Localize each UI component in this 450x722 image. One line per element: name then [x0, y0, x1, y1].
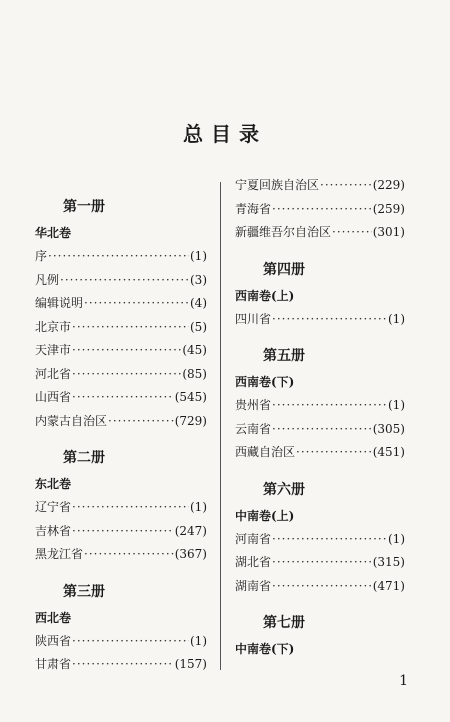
volume-heading: 第一册: [63, 199, 105, 215]
toc-entry-name: 宁夏回族自治区: [235, 178, 320, 192]
toc-list: [235, 308, 405, 332]
toc-entry-page: (259): [372, 201, 405, 216]
toc-entry: [35, 496, 207, 520]
toc-list: [35, 630, 207, 677]
volume-heading: 第七册: [263, 615, 305, 631]
toc-entry-page: (157): [174, 657, 207, 671]
toc-entry: [35, 653, 207, 677]
toc-entry-name: 云南省: [235, 421, 272, 436]
toc-list: [35, 496, 207, 567]
toc-entry-page: (305): [372, 421, 405, 436]
volume-heading: 第六册: [263, 481, 305, 498]
dot-leader: [84, 292, 189, 316]
toc-left-column: [35, 182, 207, 677]
dot-leader: [72, 653, 174, 677]
toc-entry-name: 陕西省: [35, 633, 72, 648]
dot-leader: [272, 198, 372, 222]
toc-entry: [35, 269, 207, 293]
toc-entry-name: 青海省: [235, 201, 272, 216]
toc-entry-name: 序: [35, 249, 48, 263]
dot-leader: [72, 339, 181, 363]
toc-entry: [35, 386, 207, 410]
toc-entry-name: 黑龙江省: [35, 547, 84, 561]
column-divider: [220, 182, 221, 670]
toc-entry: [35, 520, 207, 544]
toc-entry-name: 山西省: [35, 390, 72, 404]
dot-leader: [272, 394, 387, 418]
dot-leader: [332, 221, 372, 245]
toc-entry-name: 河南省: [235, 531, 272, 546]
toc-entry-page: (5): [190, 319, 207, 334]
dot-leader: [72, 363, 181, 387]
toc-list: [235, 394, 405, 465]
toc-entry-name: 湖北省: [235, 555, 272, 569]
toc-entry-name: 天津市: [35, 343, 72, 357]
toc-entry-page: (1): [190, 633, 207, 648]
section-heading: 西南卷(下): [235, 375, 295, 389]
section-heading: 西南卷(上): [235, 288, 295, 303]
toc-entry: [235, 551, 405, 575]
section-heading: 中南卷(下): [235, 642, 295, 656]
toc-list: [235, 174, 405, 245]
toc-entry-page: (229): [372, 178, 405, 192]
toc-entry: [235, 308, 405, 332]
toc-entry-name: 湖南省: [235, 578, 272, 593]
toc-entry-name: 内蒙古自治区: [35, 413, 108, 428]
dot-leader: [60, 269, 189, 293]
toc-entry: [235, 221, 405, 245]
toc-entry: [235, 575, 405, 599]
section-heading: 华北卷: [35, 226, 72, 240]
dot-leader: [72, 496, 189, 520]
toc-entry: [235, 441, 405, 465]
dot-leader: [72, 520, 174, 544]
toc-entry-name: 贵州省: [235, 398, 272, 412]
toc-entry-name: 吉林省: [35, 523, 72, 538]
toc-entry: [235, 198, 405, 222]
toc-entry: [235, 528, 405, 552]
toc-entry-name: 凡例: [35, 272, 60, 287]
toc-entry-name: 北京市: [35, 319, 72, 334]
toc-entry-page: (471): [372, 578, 405, 593]
volume-heading: 第五册: [263, 348, 305, 364]
page-number: 1: [399, 673, 408, 689]
toc-entry-name: 新疆维吾尔自治区: [235, 225, 332, 239]
dot-leader: [108, 410, 174, 434]
toc-entry-page: (3): [190, 272, 207, 287]
section-heading: 中南卷(上): [235, 508, 295, 523]
toc-entry-page: (1): [388, 398, 405, 412]
toc-entry-page: (367): [174, 547, 207, 561]
toc-entry-page: (315): [372, 555, 405, 569]
dot-leader: [272, 551, 372, 575]
dot-leader: [272, 528, 387, 552]
volume-heading: 第二册: [63, 450, 105, 466]
page-title: 总目录: [183, 122, 267, 146]
dot-leader: [296, 441, 372, 465]
dot-leader: [72, 386, 174, 410]
toc-entry-page: (45): [182, 343, 207, 357]
dot-leader: [72, 316, 189, 340]
toc-entry-page: (545): [174, 390, 207, 404]
toc-entry-page: (729): [174, 413, 207, 428]
toc-entry-name: 辽宁省: [35, 500, 72, 514]
volume-heading: 第四册: [263, 261, 305, 278]
toc-entry-page: (85): [182, 366, 207, 381]
dot-leader: [72, 630, 189, 654]
dot-leader: [272, 418, 372, 442]
dot-leader: [320, 174, 372, 198]
toc-list: [235, 528, 405, 599]
toc-entry: [35, 245, 207, 269]
toc-entry-page: (451): [372, 445, 405, 459]
toc-entry-name: 河北省: [35, 366, 72, 381]
toc-entry: [35, 630, 207, 654]
toc-entry-page: (247): [174, 523, 207, 538]
dot-leader: [48, 245, 189, 269]
section-heading: 西北卷: [35, 610, 72, 625]
volume-heading: 第三册: [63, 583, 105, 600]
toc-entry-name: 甘肃省: [35, 657, 72, 671]
toc-entry: [35, 292, 207, 316]
section-heading: 东北卷: [35, 477, 72, 491]
toc-list: [35, 245, 207, 433]
toc-entry-name: 四川省: [235, 311, 272, 326]
toc-entry-name: 编辑说明: [35, 296, 84, 310]
toc-entry: [35, 410, 207, 434]
toc-entry: [35, 543, 207, 567]
toc-entry-page: (1): [190, 249, 207, 263]
toc-entry: [35, 363, 207, 387]
toc-entry: [235, 394, 405, 418]
dot-leader: [272, 575, 372, 599]
toc-entry-page: (301): [372, 225, 405, 239]
toc-entry: [235, 174, 405, 198]
toc-entry-page: (4): [190, 296, 207, 310]
toc-entry-page: (1): [388, 311, 405, 326]
dot-leader: [84, 543, 174, 567]
toc-entry: [35, 316, 207, 340]
toc-entry: [35, 339, 207, 363]
toc-entry-name: 西藏自治区: [235, 445, 296, 459]
toc-entry-page: (1): [388, 531, 405, 546]
toc-right-column: [235, 178, 405, 661]
toc-entry: [235, 418, 405, 442]
dot-leader: [272, 308, 387, 332]
toc-entry-page: (1): [190, 500, 207, 514]
